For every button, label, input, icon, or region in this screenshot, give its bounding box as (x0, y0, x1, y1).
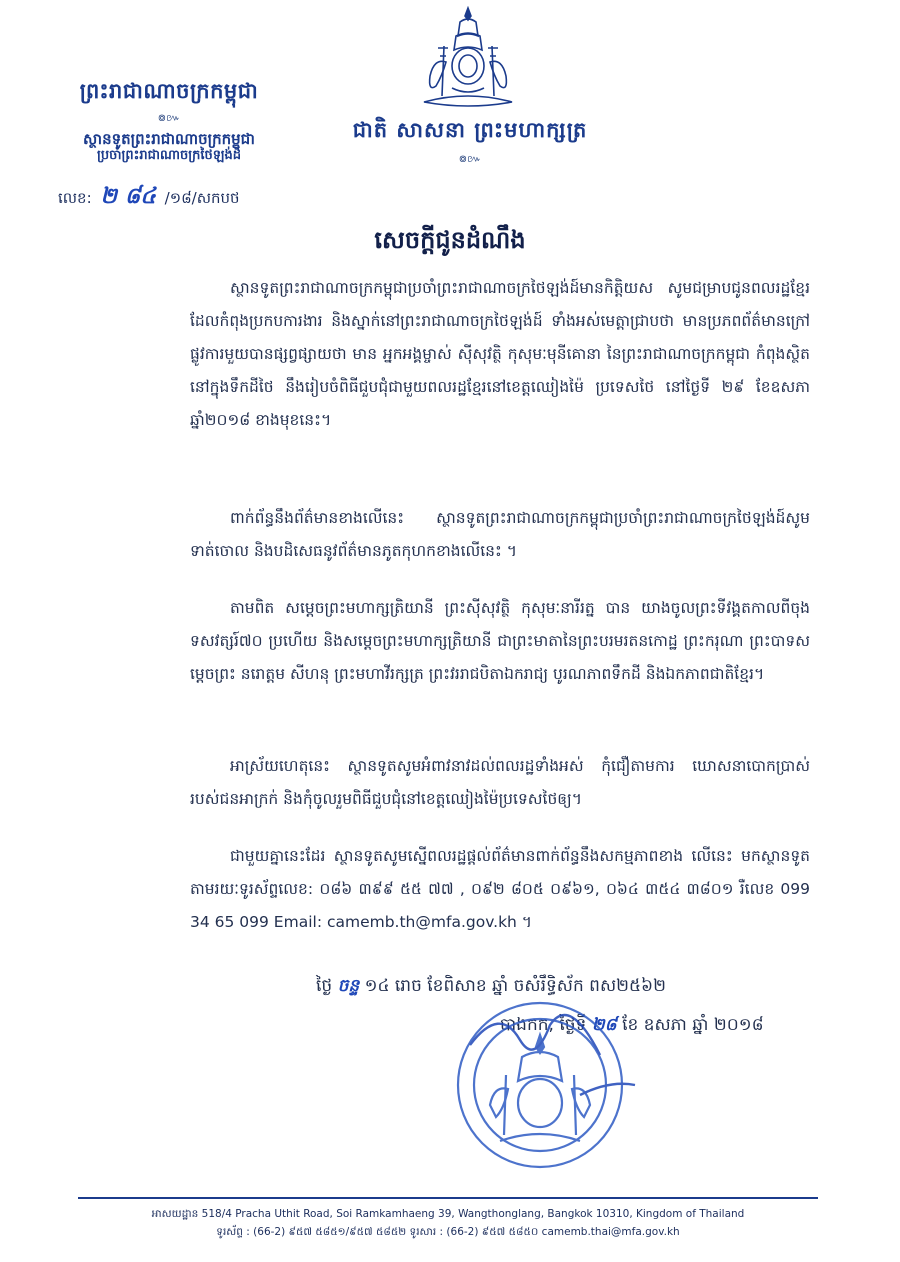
government-name: ព្រះរាជាណាចក្រកម្ពុជា (79, 79, 259, 103)
notice-title: សេចក្ដីជូនដំណឹង (374, 226, 526, 254)
footer-contact: ទូរស័ព្ទ : (66-2) ៩៥៧ ៥៨៥១/៩៥៧ ៥៨៥២ ទូរសារ : (66-2) ៩៥៧ ៥៨៥០ camemb.thai@mfa.gov.kh (216, 1226, 680, 1238)
paragraph-2: ពាក់ព័ន្ធនឹងព័ត៌មានខាងលើនេះ ស្ថានទូតព្រះរាជាណាចក្រកម្ពុជាប្រចាំព្រះរាជាណាចក្រថៃឡង់ដ៍សូមទាត់ចោល និងបដិសេធនូវព័ត៌មានភូតកុហកខាងលើនេះ ។ (190, 509, 810, 560)
royal-crest-icon (418, 6, 518, 112)
gregorian-date-rest: ខែ ឧសភា ឆ្នាំ ២០១៨ (622, 1015, 764, 1035)
embassy-name-line1: ស្ថានទូតព្រះរាជាណាចក្រកម្ពុជា (83, 130, 255, 148)
footer-address: អាសយដ្ឋាន 518/4 Pracha Uthit Road, Soi Ramkamhaeng 39, Wangthonglang, Bangkok 10310, Kingdom of Thailand (151, 1208, 745, 1220)
footer (78, 1197, 818, 1241)
official-seal-icon (430, 985, 640, 1175)
paragraph-4: អាស្រ័យហេតុនេះ ស្ថានទូតសូមអំពាវនាវដល់ពលរដ្ឋទាំងអស់ កុំជឿតាមការ ឃោសនាបោកប្រាស់របស់ជនអាក្រក់ និងកុំចូលរួមពិធីជួបជុំនៅខេត្តឈៀងម៉ៃប្រទេសថៃឲ្យ។ (190, 757, 810, 808)
reference-number (58, 182, 240, 214)
embassy-name-line2: ប្រចាំព្រះរាជាណាចក្រថៃឡង់ដ៍ (97, 148, 241, 163)
ornament-motto: ៙៚ (458, 154, 482, 165)
reference-handwritten: ២ ៨៤ (100, 183, 156, 209)
ornament-left: ៙៚ (157, 113, 181, 124)
motto-text: ជាតិ សាសនា ព្រះមហាក្សត្រ (352, 118, 588, 142)
reference-prefix: លេខ: (58, 189, 92, 207)
reference-suffix: /១៨/សកបថ (164, 189, 240, 207)
lunar-date-prefix: ថ្ងៃ (316, 976, 333, 996)
lunar-date-handwritten: ចន្ទ (337, 976, 360, 996)
gregorian-date-prefix: បាងកក, ថ្ងៃទី (500, 1015, 587, 1035)
paragraph-1: ស្ថានទូតព្រះរាជាណាចក្រកម្ពុជាប្រចាំព្រះរាជាណាចក្រថៃឡង់ដ៍មានកិត្តិយស សូមជម្រាបជូនពលរដ្ឋខ្មែរដែលកំពុងប្រកបការងារ និងស្នាក់នៅព្រះរាជាណាចក្រថៃឡង់ដ៍ ទាំងអស់មេត្តាជ្រាបថា មានប្រភពព័ត៌មានក្រៅផ្លូវការមួយបានផ្សព្វផ្សាយថា មាន អ្នកអង្គម្ចាស់ ស៊ីសុវត្ថិ កុសុមៈមុនីគោនា នៃព្រះរាជាណាចក្រកម្ពុជា កំពុងស្ថិតនៅក្នុងទឹកដីថៃ នឹងរៀបចំពិធីជួបជុំជាមួយពលរដ្ឋខ្មែរនៅខេត្តឈៀងម៉ៃ ប្រទេសថៃ នៅថ្ងៃទី ២៩ ខែឧសភា ឆ្នាំ២០១៨ ខាងមុខនេះ។ (190, 279, 810, 429)
paragraph-5: ជាមួយគ្នានេះដែរ ស្ថានទូតសូមស្នើពលរដ្ឋផ្តល់ព័ត៌មានពាក់ព័ន្ធនឹងសកម្មភាពខាង លើនេះ មកស្ថានទូត តាមរយៈទូរស័ព្ទលេខ: ០៨៦ ៣៩៩ ៥៥ ៧៧ , ០៩២ ៨០៥ ០៩៦១, ០៦៤ ៣៥៤ ៣៨០១ រឺលេខ 099 34 65 099 Email: camemb.th@mfa.gov.kh ។ (190, 847, 810, 931)
national-motto (330, 117, 610, 167)
gregorian-date-handwritten: ២៨ (591, 1015, 617, 1035)
lunar-date-rest: ១៤ រោច ខែពិសាខ ឆ្នាំ ចសំរឹទ្ធិស័ក ពស២៥៦២ (364, 976, 666, 996)
paragraph-3: តាមពិត សម្តេចព្រះមហាក្សត្រិយានី ព្រះស៊ីសុវត្ថិ កុសុមៈនារីរត្ន បាន យាងចូលព្រះទីវង្គតកាលពីចុងទសវត្សរ៍៧០ ប្រហើយ និងសម្តេចព្រះមហាក្សត្រិយានី ជាព្រះមាតានៃព្រះបរមរតនកោដ្ឋ ព្រះករុណា ព្រះបាទសម្តេចព្រះ នរោត្តម សីហនុ ព្រះមហាវីរក្សត្រ ព្រះវររាជបិតាឯករាជ្យ បូរណភាពទឹកដី និងឯកភាពជាតិខ្មែរ។ (190, 599, 810, 683)
left-header (44, 78, 294, 164)
